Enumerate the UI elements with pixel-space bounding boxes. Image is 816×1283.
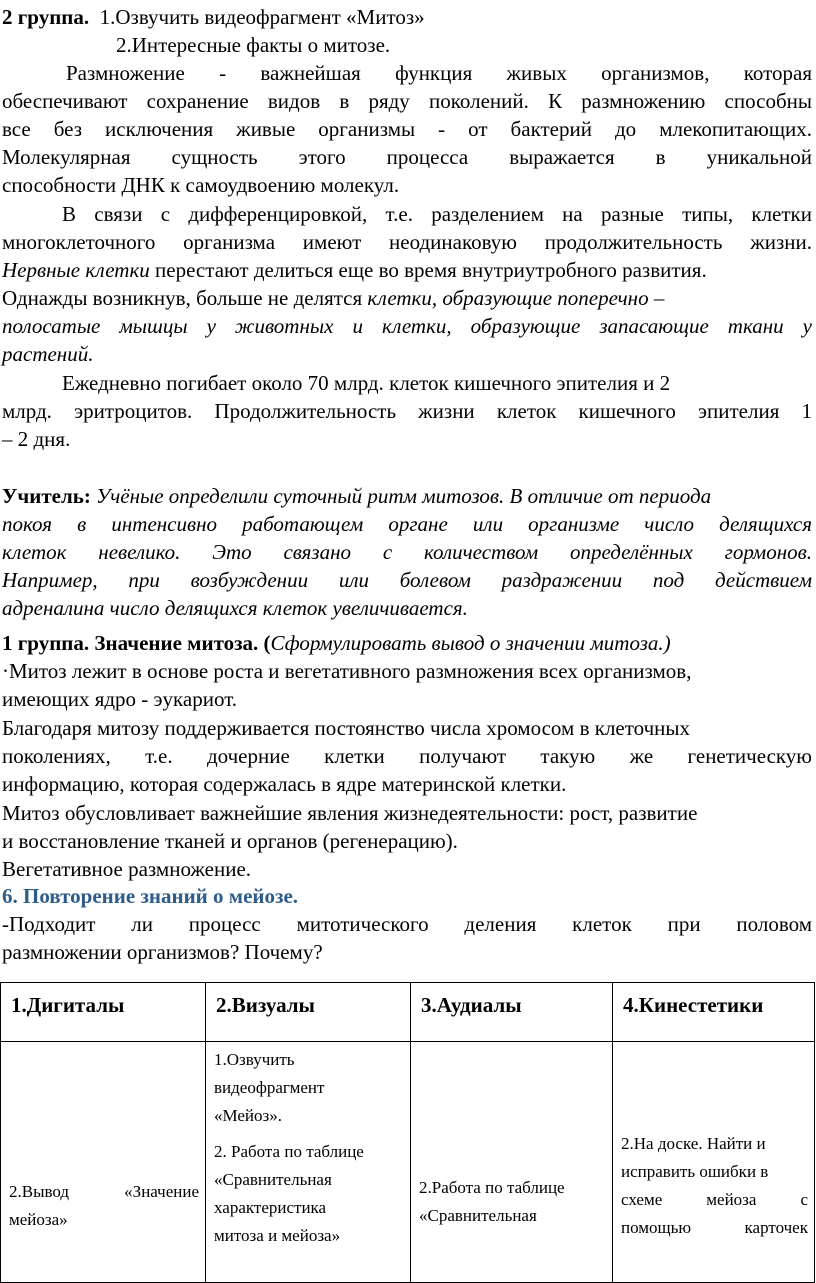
- mitosis-point2-line2: поколениях, т.е. дочерние клетки получают такую же генетическую: [2, 744, 812, 768]
- group1-heading: 1 группа. Значение митоза. (Сформулировать вывод о значении митоза.): [2, 631, 671, 655]
- mitosis-point1-line1: ·Митоз лежит в основе роста и вегетативного размножения всех организмов,: [2, 659, 692, 683]
- para2-line4: Однажды возникнув, больше не делятся клетки, образующие поперечно –: [2, 286, 665, 310]
- mitosis-point3-line1: Митоз обусловливает важнейшие явления жизнедеятельности: рост, развитие: [2, 801, 698, 825]
- para3-line3: – 2 дня.: [2, 427, 71, 451]
- header-digitals: 1.Дигиталы: [1, 983, 206, 1042]
- table-header-row: [1, 983, 815, 1042]
- mitosis-point2-line1: Благодаря митозу поддерживается постоянство числа хромосом в клеточных: [2, 716, 691, 740]
- para1-line2: обеспечивают сохранение видов в ряду поколений. К размножению способны: [2, 89, 812, 113]
- mitosis-point2-line3: информацию, которая содержалась в ядре материнской клетки.: [2, 772, 567, 796]
- teacher-line3: клеток невелико. Это связано с количеством определённых гормонов.: [2, 540, 812, 564]
- para1-line5: способности ДНК к самоудвоению молекул.: [2, 173, 400, 197]
- nerve-cells-term: Нервные клетки: [2, 258, 150, 282]
- task-1: 1.Озвучить видеофрагмент «Митоз»: [99, 5, 425, 29]
- cell-kinesthetics: 2.На доске. Найти и исправить ошибки в схеме мейоза с помощью карточек: [613, 1042, 815, 1283]
- teacher-line4: Например, при возбуждении или болевом раздражении под действием: [2, 568, 812, 592]
- group2-label: 2 группа.: [2, 5, 90, 29]
- para1-line4: Молекулярная сущность этого процесса выражается в уникальной: [2, 145, 812, 169]
- teacher-line2: покоя в интенсивно работающем органе или организме число делящихся: [2, 512, 812, 536]
- para2-line5: полосатые мышцы у животных и клетки, образующие запасающие ткани у: [2, 314, 812, 338]
- teacher-label: Учитель:: [2, 484, 91, 508]
- group2-line: [2, 3, 812, 31]
- mitosis-point4: Вегетативное размножение.: [2, 857, 252, 881]
- para1-line3: все без исключения живые организмы - от бактерий до млекопитающих.: [2, 117, 812, 141]
- task-2: 2.Интересные факты о митозе.: [116, 33, 391, 57]
- section-6-heading: 6. Повторение знаний о мейозе.: [2, 884, 299, 908]
- header-visuals: 2.Визуалы: [206, 983, 411, 1042]
- mitosis-point3-line2: и восстановление тканей и органов (регенерацию).: [2, 829, 458, 853]
- para2-line2: многоклеточного организма имеют неодинаковую продолжительность жизни.: [2, 230, 812, 254]
- teacher-line1: Учитель: Учёные определили суточный ритм митозов. В отличие от периода: [2, 484, 712, 508]
- para2-line6: растений.: [2, 342, 94, 366]
- teacher-line5: адреналина число делящихся клеток увеличивается.: [2, 596, 468, 620]
- header-audials: 3.Аудиалы: [411, 983, 613, 1042]
- para2-line3: Нервные клетки перестают делиться еще во время внутриутробного развития.: [2, 258, 707, 282]
- para2-line1: В связи с дифференцировкой, т.е. разделением на разные типы, клетки: [62, 202, 812, 226]
- mitosis-point1-line2: имеющих ядро - эукариот.: [2, 687, 238, 711]
- cell-digitals: 2.Вывод «Значение мейоза»: [1, 1042, 206, 1283]
- question-line1: -Подходит ли процесс митотического деления клеток при половом: [2, 912, 812, 936]
- cell-visuals: 1.Озвучить видеофрагмент «Мейоз». 2. Работа по таблице «Сравнительная характеристика митоза и мейоза»: [206, 1042, 411, 1283]
- question-line2: размножении организмов? Почему?: [2, 940, 323, 964]
- header-kinesthetics: 4.Кинестетики: [613, 983, 815, 1042]
- table-row: [1, 1042, 815, 1283]
- cell-audials: 2.Работа по таблице «Сравнительная: [411, 1042, 613, 1283]
- learning-styles-table: [0, 982, 815, 1283]
- para3-line1: Ежедневно погибает около 70 млрд. клеток кишечного эпителия и 2: [62, 371, 671, 395]
- para3-line2: млрд. эритроцитов. Продолжительность жизни клеток кишечного эпителия 1: [2, 399, 812, 423]
- para1-line1: Размножение - важнейшая функция живых организмов, которая: [66, 61, 812, 85]
